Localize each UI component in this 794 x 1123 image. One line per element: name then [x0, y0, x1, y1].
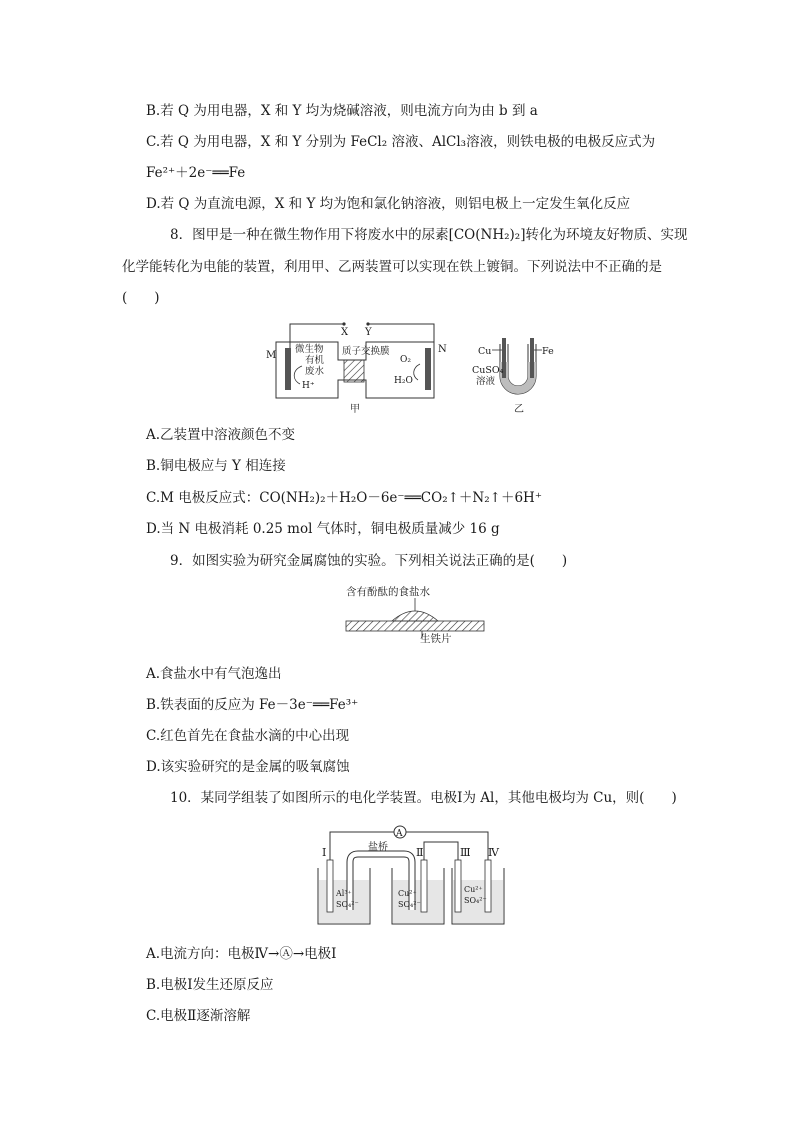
ion-so4-1: SO₄²⁻	[336, 900, 359, 909]
label-m: M	[266, 350, 277, 361]
label-h2o: H₂O	[394, 376, 413, 386]
label-microbe: 微生物	[295, 344, 324, 355]
q7-option-c-line2: Fe²⁺＋2e⁻══Fe	[146, 165, 246, 181]
label-organic: 有机	[305, 355, 325, 366]
q10-option-a: A.电流方向：电极Ⅳ→Ⓐ→电极Ⅰ	[146, 946, 337, 962]
electrode-1-label: Ⅰ	[322, 846, 327, 859]
q9-stem: 9．如图实验为研究金属腐蚀的实验。下列相关说法正确的是( )	[170, 553, 568, 569]
label-cuso4: CuSO₄	[472, 365, 504, 376]
q8-option-a: A.乙装置中溶液颜色不变	[146, 427, 296, 443]
q10-figure	[312, 822, 512, 932]
q8-stem-line3: ( )	[122, 290, 160, 306]
label-n: N	[438, 344, 447, 355]
label-jia: 甲	[350, 404, 360, 415]
q7-option-c-line1: C.若 Q 为用电器，X 和 Y 分别为 FeCl₂ 溶液、AlCl₃溶液，则铁电极的电极反应式为	[146, 134, 656, 150]
label-yi: 乙	[514, 404, 524, 415]
label-fe: Fe	[542, 346, 554, 357]
q9-option-c: C.红色首先在食盐水滴的中心出现	[146, 728, 350, 744]
label-solution: 溶液	[476, 376, 496, 387]
electrode-2-label: Ⅱ	[416, 846, 424, 859]
electrode-4-label: Ⅳ	[488, 846, 499, 859]
label-wastewater: 废水	[305, 366, 325, 377]
q8-figure	[262, 318, 562, 418]
ion-so4-2: SO₄²⁻	[398, 900, 421, 909]
q7-option-d: D.若 Q 为直流电源，X 和 Y 均为饱和氯化钠溶液，则铝电极上一定发生氧化反应	[146, 196, 631, 212]
ion-cu2-1: Cu²⁺	[398, 889, 417, 898]
ion-so4-3: SO₄²⁻	[464, 896, 487, 905]
q9-option-d: D.该实验研究的是金属的吸氧腐蚀	[146, 759, 350, 775]
q10-stem: 10．某同学组装了如图所示的电化学装置。电极Ⅰ为 Al，其他电极均为 Cu，则( )	[170, 790, 677, 806]
electrode-3-label: Ⅲ	[460, 846, 471, 859]
q9-option-a: A.食盐水中有气泡逸出	[146, 666, 282, 682]
q8-stem-line1: 8．图甲是一种在微生物作用下将废水中的尿素[CO(NH₂)₂]转化为环境友好物质、实现	[170, 227, 688, 243]
q9-option-b: B.铁表面的反应为 Fe－3e⁻══Fe³⁺	[146, 697, 359, 713]
label-salt-water: 含有酚酞的食盐水	[346, 586, 430, 598]
q8-option-d: D.当 N 电极消耗 0.25 mol 气体时，铜电极质量减少 16 g	[146, 521, 500, 537]
q10-option-b: B.电极Ⅰ发生还原反应	[146, 977, 274, 993]
ammeter-icon: A	[396, 829, 403, 839]
salt-bridge-label: 盐桥	[368, 842, 388, 853]
label-x: X	[341, 327, 349, 338]
q10-option-c: C.电极Ⅱ逐渐溶解	[146, 1008, 251, 1024]
label-y: Y	[365, 327, 372, 338]
label-membrane: 质子交换膜	[342, 346, 390, 357]
label-cu: Cu	[478, 346, 492, 357]
q8-option-c: C.M 电极反应式：CO(NH₂)₂＋H₂O－6e⁻══CO₂↑＋N₂↑＋6H⁺	[146, 490, 542, 506]
q8-option-b: B.铜电极应与 Y 相连接	[146, 458, 286, 474]
label-iron-sheet: 生铁片	[420, 633, 452, 643]
ion-cu2-2: Cu²⁺	[464, 885, 483, 894]
q7-option-b: B.若 Q 为用电器，X 和 Y 均为烧碱溶液，则电流方向为由 b 到 a	[146, 103, 538, 119]
q8-stem-line2: 化学能转化为电能的装置，利用甲、乙两装置可以实现在铁上镀铜。下列说法中不正确的是	[122, 259, 662, 275]
ion-al3: Al³⁺	[336, 889, 352, 898]
label-h-plus: H⁺	[302, 381, 315, 391]
q9-figure	[340, 583, 490, 643]
label-o2: O₂	[400, 355, 411, 365]
